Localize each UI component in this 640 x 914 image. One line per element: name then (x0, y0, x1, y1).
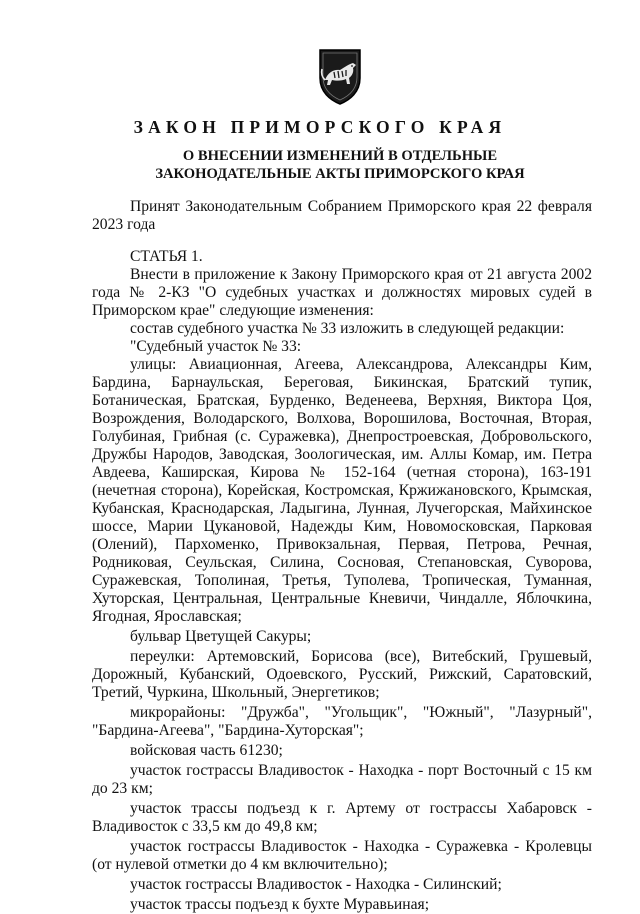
coat-of-arms-icon (316, 46, 364, 106)
highway-section: участок гострассы Владивосток - Находка - Силинский; (130, 876, 502, 893)
highway-section: участок трассы подъезд к бухте Муравьиная; (130, 896, 430, 913)
highway-section: участок гострассы Владивосток - Находка - Суражевка - Кролевцы (от нулевой отметки до 4 км включительно); (92, 838, 592, 873)
article-intro: Внести в приложение к Закону Приморского края от 21 августа 2002 года № 2-КЗ "О судебных участках и должностях мировых судей в Приморском крае" следующие изменения: (92, 266, 592, 319)
streets-list: улицы: Авиационная, Агеева, Александрова, Александры Ким, Бардина, Барнаульская, Береговая, Бикинская, Братский тупик, Ботаническая, Братская, Бурденко, Веденеева, Верхняя, Виктора Цоя, Возрождения, Володарского, Волхова, Ворошилова, Восточная, Вторая, Голубиная, Грибная (с. Суражевка), Днепростроевская, Добровольского, Дружбы Народов, Заводская, Зоологическая, им. Аллы Комар, им. Петра Авдеева, Каширская, Кирова № 152-164 (четная сторона), 163-191 (нечетная сторона), Корейская, Костромская, Кржижановского, Крымская, Кубанская, Краснодарская, Ладыгина, Лунная, Лучегорская, Майхинское шоссе, Марии Цукановой, Надежды Ким, Новомосковская, Парковая (Олений), Пархоменко, Привокзальная, Первая, Петрова, Речная, Родниковая, Сеульская, Силина, Сосновая, Степановская, Суворова, Суражевская, Тополиная, Третья, Туполева, Тропическая, Туманная, Хуторская, Центральная, Центральные Кневичи, Чиндалле, Яблочкина, Ягодная, Ярославская; (92, 356, 592, 625)
subtitle-line: ЗАКОНОДАТЕЛЬНЫЕ АКТЫ ПРИМОРСКОГО КРАЯ (155, 166, 525, 182)
adoption-note: Принят Законодательным Собранием Приморского края 22 февраля 2023 года (92, 198, 592, 233)
change-statement: состав судебного участка № 33 изложить в следующей редакции: (130, 320, 565, 337)
districts-list: микрорайоны: "Дружба", "Угольщик", "Южный", "Лазурный", "Бардина-Агеева", "Бардина-Хуторская"; (92, 704, 592, 739)
document-body (92, 198, 592, 914)
highway-section: участок трассы подъезд к г. Артему от гострассы Хабаровск - Владивосток с 33,5 км до 49,8 км; (92, 800, 592, 835)
section-heading: "Судебный участок № 33: (130, 338, 302, 355)
military-unit: войсковая часть 61230; (130, 742, 283, 759)
highway-section: участок гострассы Владивосток - Находка - порт Восточный с 15 км до 23 км; (92, 762, 592, 797)
article-heading: СТАТЬЯ 1. (130, 248, 203, 265)
law-subtitle (90, 147, 590, 183)
lanes-list: переулки: Артемовский, Борисова (все), Витебский, Грушевый, Дорожный, Кубанский, Одоевского, Русский, Рижский, Саратовский, Третий, Чуркина, Школьный, Энергетиков; (92, 648, 592, 701)
boulevard-list: бульвар Цветущей Сакуры; (130, 628, 312, 645)
law-title: ЗАКОН ПРИМОРСКОГО КРАЯ (133, 117, 507, 137)
subtitle-line: О ВНЕСЕНИИ ИЗМЕНЕНИЙ В ОТДЕЛЬНЫЕ (182, 148, 498, 164)
